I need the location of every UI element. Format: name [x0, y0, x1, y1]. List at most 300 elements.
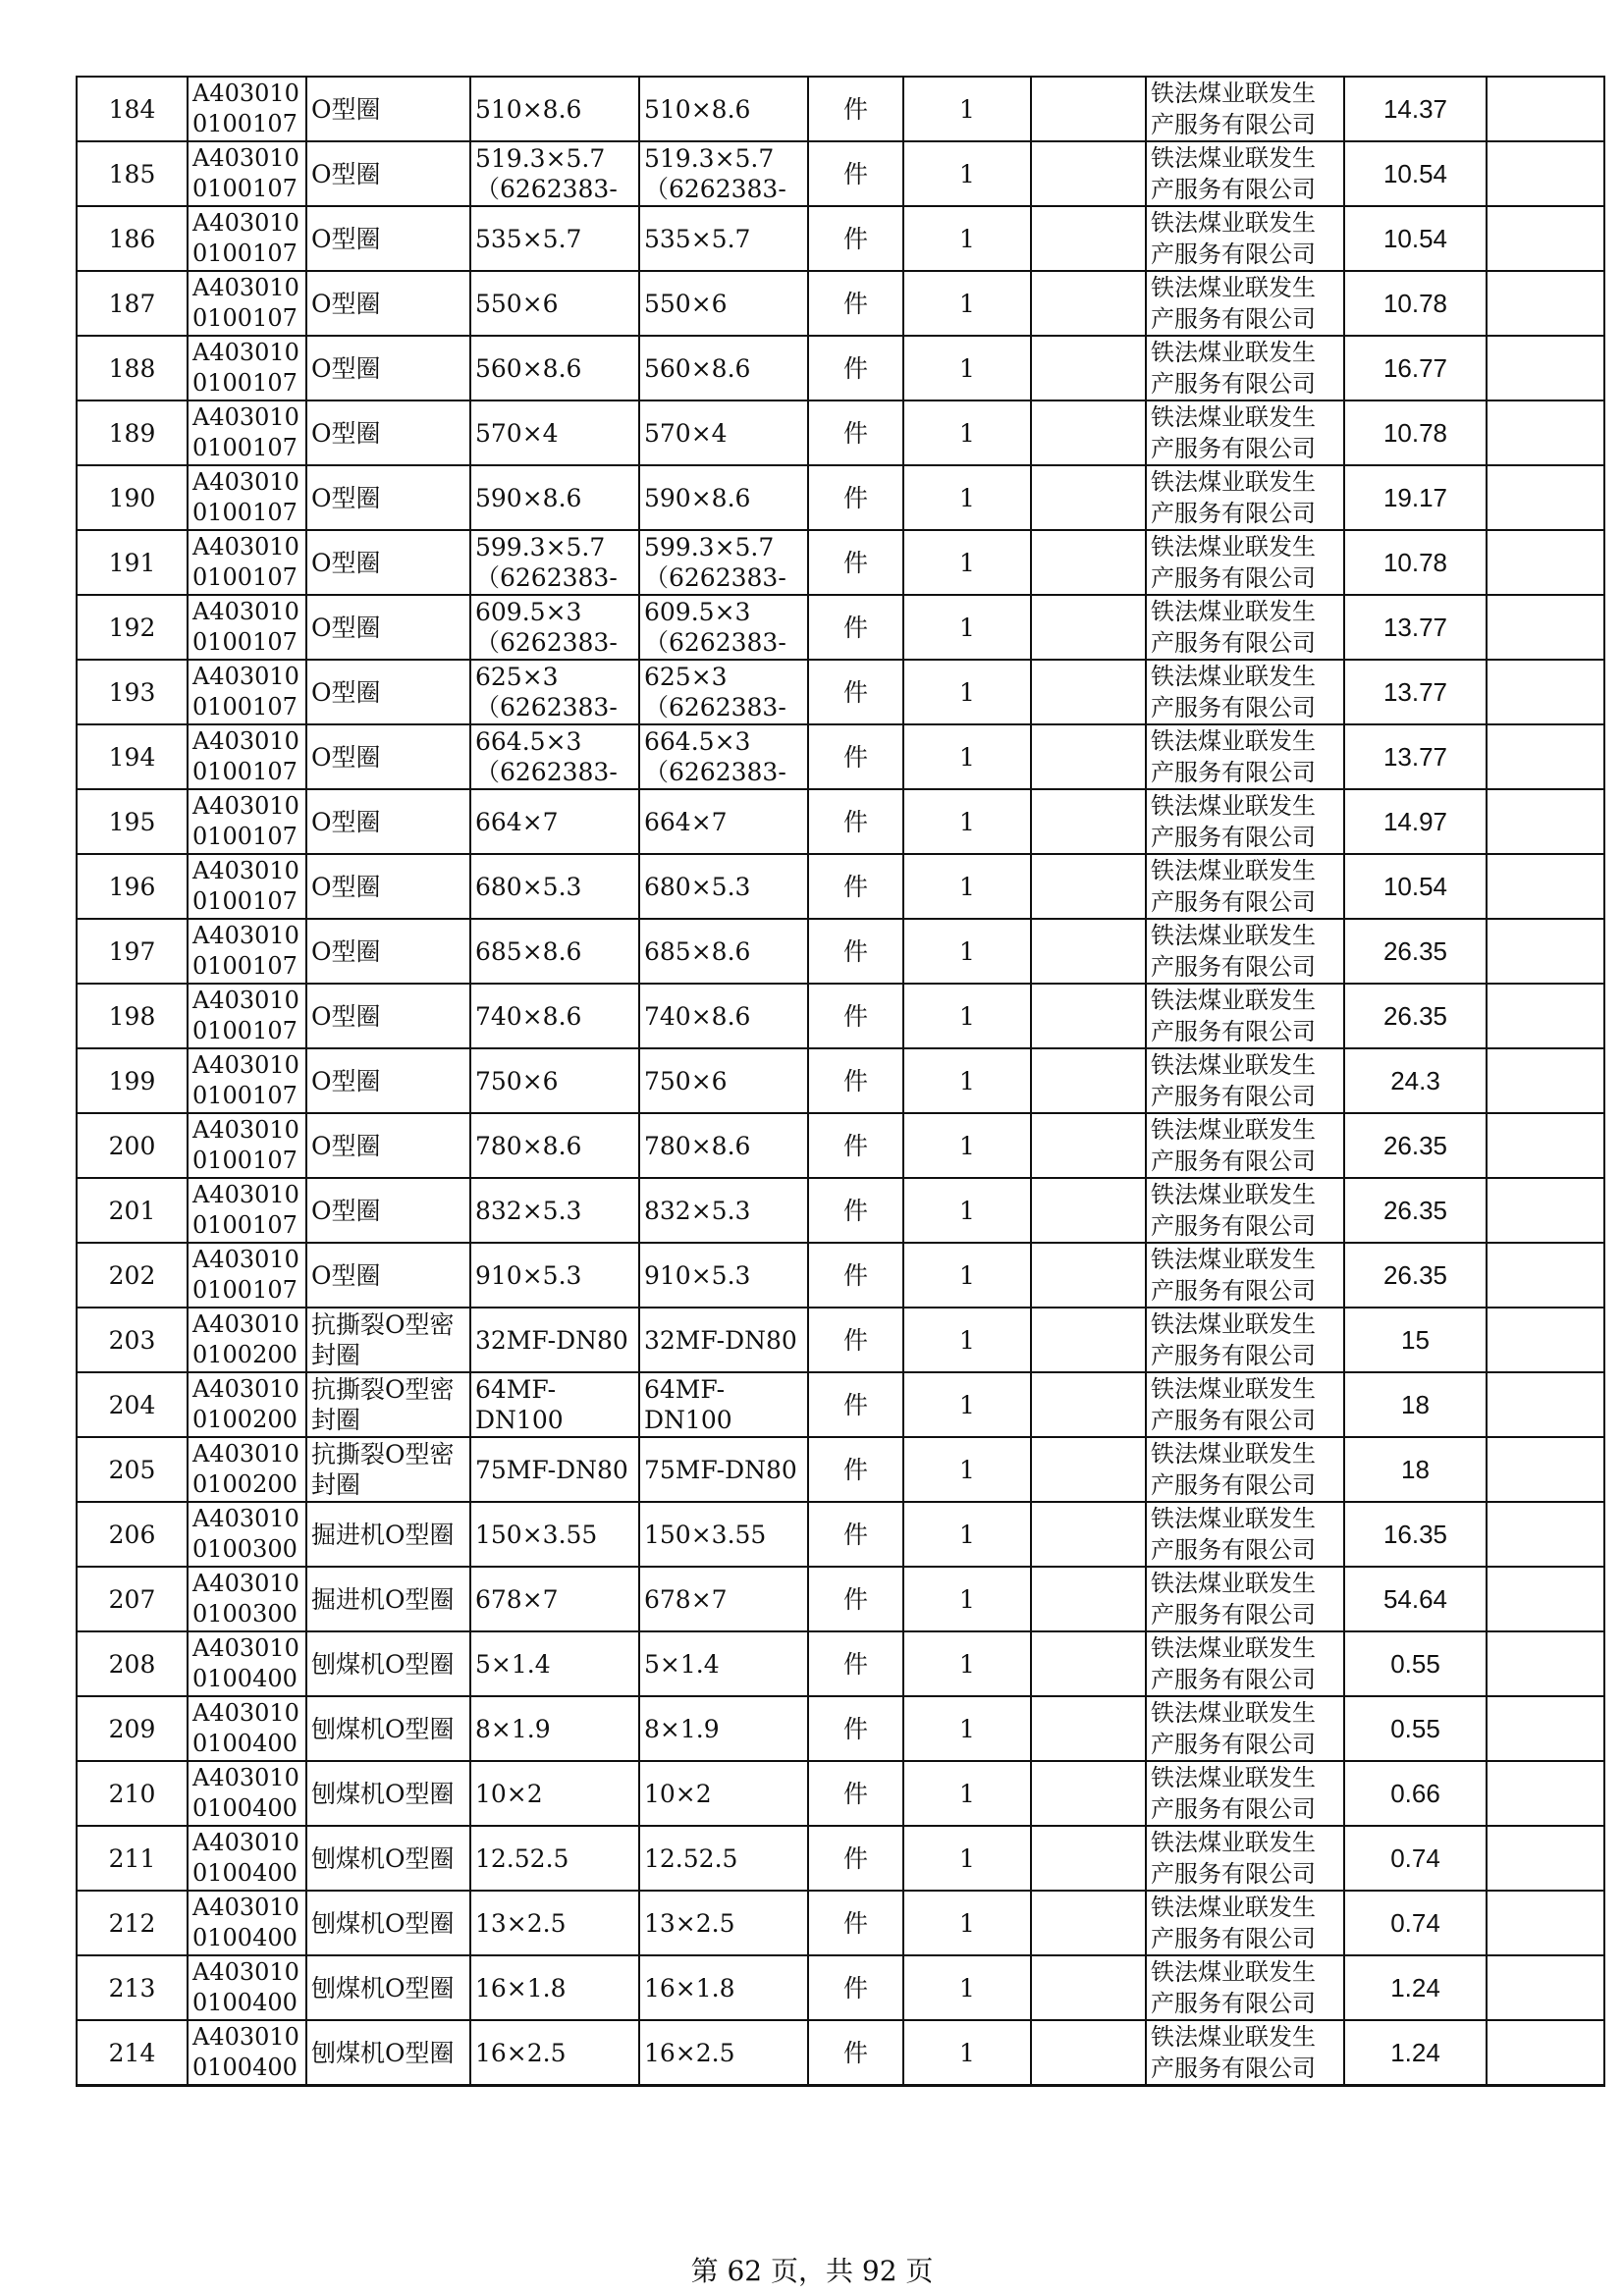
row-number-cell: 201	[77, 1178, 188, 1243]
remark-cell	[1487, 336, 1604, 400]
material-name-cell: 刨煤机O型圈	[306, 1955, 470, 2020]
model-cell: 680×5.3	[639, 854, 808, 919]
table-row	[77, 400, 1604, 465]
unit-cell: 件	[808, 1502, 903, 1567]
supplier-cell: 铁法煤业联发生 产服务有限公司	[1146, 141, 1344, 206]
model-cell: 13×2.5	[639, 1891, 808, 1955]
price-cell: 13.77	[1344, 660, 1487, 724]
material-name-cell: O型圈	[306, 1113, 470, 1178]
material-code-cell: A403010 0100107	[188, 1113, 306, 1178]
spec-cell: 678×7	[470, 1567, 639, 1631]
material-name-cell: 刨煤机O型圈	[306, 1826, 470, 1891]
quantity-cell: 1	[903, 1761, 1031, 1826]
spec-cell: 560×8.6	[470, 336, 639, 400]
row-number-cell: 194	[77, 724, 188, 789]
material-code-cell: A403010 0100107	[188, 595, 306, 660]
supplier-cell: 铁法煤业联发生 产服务有限公司	[1146, 1437, 1344, 1502]
quantity-cell: 1	[903, 789, 1031, 854]
price-cell: 10.78	[1344, 530, 1487, 595]
table-row	[77, 724, 1604, 789]
row-number-cell: 206	[77, 1502, 188, 1567]
table-row	[77, 2020, 1604, 2086]
supplier-cell: 铁法煤业联发生 产服务有限公司	[1146, 854, 1344, 919]
price-cell: 26.35	[1344, 1243, 1487, 1308]
model-cell: 535×5.7	[639, 206, 808, 271]
spec-cell: 75MF-DN80	[470, 1437, 639, 1502]
supplier-cell: 铁法煤业联发生 产服务有限公司	[1146, 2020, 1344, 2086]
remark-cell	[1487, 77, 1604, 141]
remark-cell	[1487, 660, 1604, 724]
material-code-cell: A403010 0100107	[188, 206, 306, 271]
quantity-cell: 1	[903, 141, 1031, 206]
remark-cell	[1487, 1567, 1604, 1631]
unit-cell: 件	[808, 595, 903, 660]
table-row	[77, 1437, 1604, 1502]
blank-cell	[1031, 1826, 1146, 1891]
unit-cell: 件	[808, 271, 903, 336]
unit-cell: 件	[808, 1372, 903, 1437]
unit-cell: 件	[808, 1761, 903, 1826]
row-number-cell: 214	[77, 2020, 188, 2086]
remark-cell	[1487, 1631, 1604, 1696]
spec-cell: 625×3 （6262383-	[470, 660, 639, 724]
unit-cell: 件	[808, 1437, 903, 1502]
remark-cell	[1487, 1437, 1604, 1502]
unit-cell: 件	[808, 336, 903, 400]
blank-cell	[1031, 530, 1146, 595]
material-name-cell: 抗撕裂O型密 封圈	[306, 1308, 470, 1372]
supplier-cell: 铁法煤业联发生 产服务有限公司	[1146, 1696, 1344, 1761]
spec-cell: 535×5.7	[470, 206, 639, 271]
blank-cell	[1031, 1631, 1146, 1696]
row-number-cell: 207	[77, 1567, 188, 1631]
price-cell: 1.24	[1344, 2020, 1487, 2086]
unit-cell: 件	[808, 77, 903, 141]
blank-cell	[1031, 1502, 1146, 1567]
price-cell: 14.97	[1344, 789, 1487, 854]
material-name-cell: O型圈	[306, 271, 470, 336]
spec-cell: 599.3×5.7 （6262383-	[470, 530, 639, 595]
table-row	[77, 77, 1604, 141]
supplier-cell: 铁法煤业联发生 产服务有限公司	[1146, 789, 1344, 854]
quantity-cell: 1	[903, 595, 1031, 660]
blank-cell	[1031, 271, 1146, 336]
model-cell: 664×7	[639, 789, 808, 854]
table-row	[77, 530, 1604, 595]
blank-cell	[1031, 854, 1146, 919]
spec-cell: 664.5×3 （6262383-	[470, 724, 639, 789]
table-row	[77, 1113, 1604, 1178]
remark-cell	[1487, 919, 1604, 984]
row-number-cell: 200	[77, 1113, 188, 1178]
row-number-cell: 197	[77, 919, 188, 984]
quantity-cell: 1	[903, 336, 1031, 400]
spec-cell: 664×7	[470, 789, 639, 854]
model-cell: 32MF-DN80	[639, 1308, 808, 1372]
table-row	[77, 984, 1604, 1048]
supplier-cell: 铁法煤业联发生 产服务有限公司	[1146, 1567, 1344, 1631]
unit-cell: 件	[808, 400, 903, 465]
spec-cell: 550×6	[470, 271, 639, 336]
blank-cell	[1031, 141, 1146, 206]
table-row	[77, 1178, 1604, 1243]
price-cell: 10.78	[1344, 400, 1487, 465]
material-code-cell: A403010 0100300	[188, 1567, 306, 1631]
model-cell: 740×8.6	[639, 984, 808, 1048]
model-cell: 590×8.6	[639, 465, 808, 530]
price-cell: 24.3	[1344, 1048, 1487, 1113]
remark-cell	[1487, 2020, 1604, 2086]
spec-cell: 5×1.4	[470, 1631, 639, 1696]
material-code-cell: A403010 0100200	[188, 1437, 306, 1502]
quantity-cell: 1	[903, 660, 1031, 724]
material-name-cell: 刨煤机O型圈	[306, 1761, 470, 1826]
row-number-cell: 204	[77, 1372, 188, 1437]
blank-cell	[1031, 1048, 1146, 1113]
blank-cell	[1031, 465, 1146, 530]
unit-cell: 件	[808, 465, 903, 530]
material-name-cell: O型圈	[306, 919, 470, 984]
spec-cell: 519.3×5.7 （6262383-	[470, 141, 639, 206]
price-cell: 18	[1344, 1437, 1487, 1502]
material-name-cell: O型圈	[306, 789, 470, 854]
supplier-cell: 铁法煤业联发生 产服务有限公司	[1146, 724, 1344, 789]
model-cell: 625×3 （6262383-	[639, 660, 808, 724]
blank-cell	[1031, 919, 1146, 984]
material-name-cell: O型圈	[306, 660, 470, 724]
row-number-cell: 184	[77, 77, 188, 141]
model-cell: 519.3×5.7 （6262383-	[639, 141, 808, 206]
blank-cell	[1031, 206, 1146, 271]
supplier-cell: 铁法煤业联发生 产服务有限公司	[1146, 1308, 1344, 1372]
material-code-cell: A403010 0100107	[188, 1243, 306, 1308]
table-row	[77, 1761, 1604, 1826]
material-name-cell: O型圈	[306, 724, 470, 789]
unit-cell: 件	[808, 206, 903, 271]
unit-cell: 件	[808, 724, 903, 789]
supplier-cell: 铁法煤业联发生 产服务有限公司	[1146, 77, 1344, 141]
quantity-cell: 1	[903, 854, 1031, 919]
spec-cell: 680×5.3	[470, 854, 639, 919]
remark-cell	[1487, 1955, 1604, 2020]
model-cell: 150×3.55	[639, 1502, 808, 1567]
model-cell: 75MF-DN80	[639, 1437, 808, 1502]
unit-cell: 件	[808, 1178, 903, 1243]
material-code-cell: A403010 0100400	[188, 1696, 306, 1761]
spec-cell: 16×1.8	[470, 1955, 639, 2020]
unit-cell: 件	[808, 919, 903, 984]
unit-cell: 件	[808, 984, 903, 1048]
material-name-cell: O型圈	[306, 854, 470, 919]
spec-cell: 8×1.9	[470, 1696, 639, 1761]
material-code-cell: A403010 0100107	[188, 789, 306, 854]
quantity-cell: 1	[903, 919, 1031, 984]
material-code-cell: A403010 0100107	[188, 984, 306, 1048]
row-number-cell: 211	[77, 1826, 188, 1891]
material-name-cell: O型圈	[306, 530, 470, 595]
table-row	[77, 206, 1604, 271]
blank-cell	[1031, 1955, 1146, 2020]
unit-cell: 件	[808, 141, 903, 206]
material-code-cell: A403010 0100107	[188, 1048, 306, 1113]
price-cell: 0.66	[1344, 1761, 1487, 1826]
row-number-cell: 186	[77, 206, 188, 271]
material-name-cell: 抗撕裂O型密 封圈	[306, 1437, 470, 1502]
material-code-cell: A403010 0100300	[188, 1502, 306, 1567]
spec-cell: 685×8.6	[470, 919, 639, 984]
spec-cell: 609.5×3 （6262383-	[470, 595, 639, 660]
price-cell: 1.24	[1344, 1955, 1487, 2020]
model-cell: 510×8.6	[639, 77, 808, 141]
row-number-cell: 190	[77, 465, 188, 530]
supplier-cell: 铁法煤业联发生 产服务有限公司	[1146, 595, 1344, 660]
model-cell: 12.52.5	[639, 1826, 808, 1891]
material-name-cell: O型圈	[306, 1243, 470, 1308]
spec-cell: 16×2.5	[470, 2020, 639, 2086]
spec-cell: 10×2	[470, 1761, 639, 1826]
material-name-cell: O型圈	[306, 465, 470, 530]
blank-cell	[1031, 984, 1146, 1048]
supplier-cell: 铁法煤业联发生 产服务有限公司	[1146, 1178, 1344, 1243]
model-cell: 750×6	[639, 1048, 808, 1113]
supplier-cell: 铁法煤业联发生 产服务有限公司	[1146, 1048, 1344, 1113]
spec-cell: 12.52.5	[470, 1826, 639, 1891]
spec-cell: 740×8.6	[470, 984, 639, 1048]
spec-cell: 510×8.6	[470, 77, 639, 141]
material-name-cell: O型圈	[306, 141, 470, 206]
table-row	[77, 465, 1604, 530]
supplier-cell: 铁法煤业联发生 产服务有限公司	[1146, 660, 1344, 724]
unit-cell: 件	[808, 660, 903, 724]
material-name-cell: O型圈	[306, 1178, 470, 1243]
blank-cell	[1031, 1308, 1146, 1372]
material-code-cell: A403010 0100400	[188, 1761, 306, 1826]
model-cell: 10×2	[639, 1761, 808, 1826]
price-cell: 16.77	[1344, 336, 1487, 400]
material-name-cell: 刨煤机O型圈	[306, 1631, 470, 1696]
remark-cell	[1487, 724, 1604, 789]
material-code-cell: A403010 0100107	[188, 854, 306, 919]
remark-cell	[1487, 141, 1604, 206]
material-code-cell: A403010 0100107	[188, 465, 306, 530]
price-cell: 13.77	[1344, 724, 1487, 789]
remark-cell	[1487, 789, 1604, 854]
supplier-cell: 铁法煤业联发生 产服务有限公司	[1146, 984, 1344, 1048]
row-number-cell: 187	[77, 271, 188, 336]
price-cell: 26.35	[1344, 984, 1487, 1048]
supplier-cell: 铁法煤业联发生 产服务有限公司	[1146, 1761, 1344, 1826]
table-row	[77, 1955, 1604, 2020]
material-name-cell: O型圈	[306, 77, 470, 141]
quantity-cell: 1	[903, 1437, 1031, 1502]
table-row	[77, 141, 1604, 206]
price-cell: 10.54	[1344, 206, 1487, 271]
unit-cell: 件	[808, 530, 903, 595]
material-name-cell: 掘进机O型圈	[306, 1567, 470, 1631]
model-cell: 609.5×3 （6262383-	[639, 595, 808, 660]
material-code-cell: A403010 0100200	[188, 1372, 306, 1437]
model-cell: 5×1.4	[639, 1631, 808, 1696]
blank-cell	[1031, 77, 1146, 141]
material-code-cell: A403010 0100107	[188, 271, 306, 336]
quantity-cell: 1	[903, 465, 1031, 530]
price-cell: 19.17	[1344, 465, 1487, 530]
quantity-cell: 1	[903, 1567, 1031, 1631]
row-number-cell: 205	[77, 1437, 188, 1502]
quantity-cell: 1	[903, 1113, 1031, 1178]
price-cell: 18	[1344, 1372, 1487, 1437]
blank-cell	[1031, 724, 1146, 789]
quantity-cell: 1	[903, 1891, 1031, 1955]
row-number-cell: 209	[77, 1696, 188, 1761]
table-row	[77, 789, 1604, 854]
spec-cell: 832×5.3	[470, 1178, 639, 1243]
remark-cell	[1487, 1113, 1604, 1178]
model-cell: 664.5×3 （6262383-	[639, 724, 808, 789]
unit-cell: 件	[808, 1113, 903, 1178]
row-number-cell: 192	[77, 595, 188, 660]
price-cell: 13.77	[1344, 595, 1487, 660]
remark-cell	[1487, 465, 1604, 530]
remark-cell	[1487, 1826, 1604, 1891]
material-name-cell: O型圈	[306, 336, 470, 400]
model-cell: 64MF-DN100	[639, 1372, 808, 1437]
material-code-cell: A403010 0100400	[188, 1891, 306, 1955]
model-cell: 570×4	[639, 400, 808, 465]
remark-cell	[1487, 1308, 1604, 1372]
spec-cell: 750×6	[470, 1048, 639, 1113]
remark-cell	[1487, 854, 1604, 919]
table-row	[77, 1567, 1604, 1631]
remark-cell	[1487, 1243, 1604, 1308]
spec-cell: 590×8.6	[470, 465, 639, 530]
material-name-cell: O型圈	[306, 206, 470, 271]
unit-cell: 件	[808, 1243, 903, 1308]
price-cell: 0.55	[1344, 1631, 1487, 1696]
model-cell: 832×5.3	[639, 1178, 808, 1243]
quantity-cell: 1	[903, 400, 1031, 465]
supplier-cell: 铁法煤业联发生 产服务有限公司	[1146, 1502, 1344, 1567]
table-row	[77, 1696, 1604, 1761]
material-name-cell: 刨煤机O型圈	[306, 1696, 470, 1761]
unit-cell: 件	[808, 1955, 903, 2020]
price-cell: 26.35	[1344, 919, 1487, 984]
material-code-cell: A403010 0100400	[188, 2020, 306, 2086]
row-number-cell: 212	[77, 1891, 188, 1955]
spec-cell: 32MF-DN80	[470, 1308, 639, 1372]
quantity-cell: 1	[903, 1696, 1031, 1761]
row-number-cell: 203	[77, 1308, 188, 1372]
remark-cell	[1487, 271, 1604, 336]
quantity-cell: 1	[903, 1243, 1031, 1308]
remark-cell	[1487, 595, 1604, 660]
model-cell: 8×1.9	[639, 1696, 808, 1761]
quantity-cell: 1	[903, 271, 1031, 336]
quantity-cell: 1	[903, 1631, 1031, 1696]
blank-cell	[1031, 1113, 1146, 1178]
table-row	[77, 1631, 1604, 1696]
material-name-cell: O型圈	[306, 595, 470, 660]
price-cell: 10.54	[1344, 854, 1487, 919]
row-number-cell: 202	[77, 1243, 188, 1308]
supplier-cell: 铁法煤业联发生 产服务有限公司	[1146, 1113, 1344, 1178]
supplier-cell: 铁法煤业联发生 产服务有限公司	[1146, 1631, 1344, 1696]
material-name-cell: 刨煤机O型圈	[306, 2020, 470, 2086]
material-name-cell: O型圈	[306, 400, 470, 465]
quantity-cell: 1	[903, 1826, 1031, 1891]
blank-cell	[1031, 1178, 1146, 1243]
unit-cell: 件	[808, 789, 903, 854]
table-row	[77, 1891, 1604, 1955]
unit-cell: 件	[808, 1048, 903, 1113]
table-row	[77, 854, 1604, 919]
page-footer: 第 62 页，共 92 页	[690, 2255, 934, 2287]
unit-cell: 件	[808, 2020, 903, 2086]
blank-cell	[1031, 660, 1146, 724]
blank-cell	[1031, 1243, 1146, 1308]
supplier-cell: 铁法煤业联发生 产服务有限公司	[1146, 530, 1344, 595]
supplier-cell: 铁法煤业联发生 产服务有限公司	[1146, 1372, 1344, 1437]
unit-cell: 件	[808, 1891, 903, 1955]
material-name-cell: 刨煤机O型圈	[306, 1891, 470, 1955]
table-row	[77, 595, 1604, 660]
remark-cell	[1487, 206, 1604, 271]
price-list-table	[76, 76, 1605, 2087]
supplier-cell: 铁法煤业联发生 产服务有限公司	[1146, 1891, 1344, 1955]
material-code-cell: A403010 0100400	[188, 1826, 306, 1891]
unit-cell: 件	[808, 854, 903, 919]
blank-cell	[1031, 400, 1146, 465]
row-number-cell: 210	[77, 1761, 188, 1826]
model-cell: 560×8.6	[639, 336, 808, 400]
quantity-cell: 1	[903, 1372, 1031, 1437]
material-code-cell: A403010 0100107	[188, 1178, 306, 1243]
quantity-cell: 1	[903, 1178, 1031, 1243]
row-number-cell: 195	[77, 789, 188, 854]
model-cell: 685×8.6	[639, 919, 808, 984]
table-row	[77, 660, 1604, 724]
spec-cell: 570×4	[470, 400, 639, 465]
material-code-cell: A403010 0100107	[188, 141, 306, 206]
supplier-cell: 铁法煤业联发生 产服务有限公司	[1146, 400, 1344, 465]
quantity-cell: 1	[903, 2020, 1031, 2086]
quantity-cell: 1	[903, 1955, 1031, 2020]
row-number-cell: 213	[77, 1955, 188, 2020]
material-code-cell: A403010 0100107	[188, 530, 306, 595]
supplier-cell: 铁法煤业联发生 产服务有限公司	[1146, 919, 1344, 984]
material-code-cell: A403010 0100400	[188, 1631, 306, 1696]
spec-cell: 64MF-DN100	[470, 1372, 639, 1437]
blank-cell	[1031, 1696, 1146, 1761]
price-cell: 0.55	[1344, 1696, 1487, 1761]
price-cell: 54.64	[1344, 1567, 1487, 1631]
table-row	[77, 919, 1604, 984]
remark-cell	[1487, 1761, 1604, 1826]
quantity-cell: 1	[903, 1048, 1031, 1113]
blank-cell	[1031, 336, 1146, 400]
material-code-cell: A403010 0100107	[188, 660, 306, 724]
table-row	[77, 1372, 1604, 1437]
material-code-cell: A403010 0100107	[188, 77, 306, 141]
blank-cell	[1031, 2020, 1146, 2086]
material-code-cell: A403010 0100107	[188, 724, 306, 789]
material-code-cell: A403010 0100107	[188, 400, 306, 465]
table-row	[77, 1308, 1604, 1372]
remark-cell	[1487, 1372, 1604, 1437]
unit-cell: 件	[808, 1567, 903, 1631]
row-number-cell: 188	[77, 336, 188, 400]
table-row	[77, 271, 1604, 336]
